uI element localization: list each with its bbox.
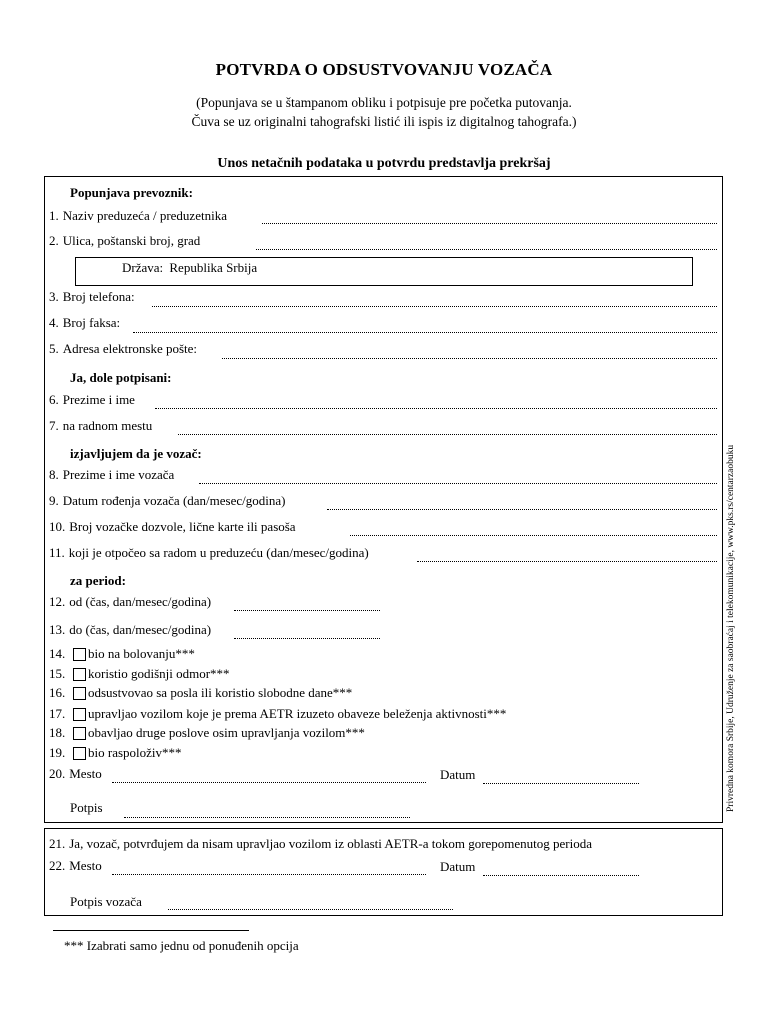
option-15-label: koristio godišnji odmor*** (88, 666, 230, 681)
field-12-label (49, 594, 211, 610)
option-14-label: bio na bolovanju*** (88, 646, 195, 661)
driver-date-label: Datum (440, 859, 476, 874)
warning-text: Unos netačnih podataka u potvrdu predstavlja prekršaj (217, 156, 551, 171)
field-number: 21. (49, 836, 66, 851)
driver-birthdate-field[interactable] (327, 509, 717, 510)
license-id-field[interactable] (350, 535, 717, 536)
driver-date-field[interactable] (483, 875, 639, 876)
period-from-field[interactable] (234, 610, 380, 611)
option-16-number: 16. (49, 685, 66, 700)
field-11-label (49, 545, 369, 561)
phone-field[interactable] (152, 306, 717, 307)
field-number: 6. (49, 392, 59, 407)
field-label: koji je otpočeo sa radom u preduzeću (dan/mesec/godina) (68, 545, 369, 560)
date-label: Datum (440, 767, 476, 782)
field-number: 1. (49, 208, 59, 223)
field-21-row (49, 836, 592, 852)
confirmation-statement: Ja, vozač, potvrđujem da nisam upravljao vozilom iz oblasti AETR-a tokom gorepomenutog perioda (69, 836, 593, 851)
field-label: Adresa elektronske pošte: (62, 341, 198, 356)
field-10-label (49, 519, 296, 535)
field-7-label (49, 418, 152, 434)
field-label: Datum rođenja vozača (dan/mesec/godina) (62, 493, 286, 508)
footnote: *** Izabrati samo jednu od ponuđenih opcija (64, 938, 299, 953)
field-22-label (49, 858, 102, 874)
company-name-field[interactable] (262, 223, 717, 224)
field-label: Ulica, poštanski broj, grad (62, 233, 201, 248)
field-label: Broj vozačke dozvole, lične karte ili pasoša (69, 519, 296, 534)
carrier-signature-field[interactable] (124, 817, 410, 818)
job-position-field[interactable] (178, 434, 717, 435)
field-number: 4. (49, 315, 59, 330)
signatory-heading: Ja, dole potpisani: (70, 370, 172, 385)
footnote-divider (53, 930, 249, 931)
field-13-label (49, 622, 211, 638)
option-16-checkbox[interactable] (73, 687, 86, 700)
field-number: 9. (49, 493, 59, 508)
option-19-number: 19. (49, 745, 66, 760)
option-15-number: 15. (49, 666, 66, 681)
field-number: 20. (49, 766, 66, 781)
driver-signature-label: Potpis vozača (70, 894, 142, 909)
fax-field[interactable] (133, 332, 717, 333)
field-number: 12. (49, 594, 66, 609)
option-17-label: upravljao vozilom koje je prema AETR izuzeto obaveze beleženja aktivnosti*** (88, 706, 507, 721)
field-label: Prezime i ime (62, 392, 135, 407)
field-5-label (49, 341, 197, 357)
subtitle-line-2: Čuva se uz originalni tahografski listić ili ispis iz digitalnog tahografa.) (191, 114, 577, 129)
field-6-label (49, 392, 135, 408)
field-number: 3. (49, 289, 59, 304)
period-heading: za period: (70, 573, 126, 588)
field-number: 7. (49, 418, 59, 433)
field-3-label (49, 289, 135, 305)
option-16-label: odsustvovao sa posla ili koristio slobodne dane*** (88, 685, 353, 700)
field-number: 22. (49, 858, 66, 873)
field-4-label (49, 315, 120, 331)
date-field[interactable] (483, 783, 639, 784)
option-18-label: obavljao druge poslove osim upravljanja vozilom*** (88, 725, 365, 740)
field-8-label (49, 467, 174, 483)
option-17-number: 17. (49, 706, 66, 721)
field-number: 5. (49, 341, 59, 356)
country-value: Republika Srbija (169, 260, 258, 275)
signatory-name-field[interactable] (155, 408, 717, 409)
field-2-label (49, 233, 200, 249)
option-18-checkbox[interactable] (73, 727, 86, 740)
email-field[interactable] (222, 358, 717, 359)
option-15-checkbox[interactable] (73, 668, 86, 681)
driver-signature-field[interactable] (168, 909, 453, 910)
option-19-checkbox[interactable] (73, 747, 86, 760)
field-label: Naziv preduzeća / preduzetnika (62, 208, 227, 223)
option-17-checkbox[interactable] (73, 708, 86, 721)
driver-name-field[interactable] (199, 483, 717, 484)
country-row (122, 260, 257, 276)
field-number: 8. (49, 467, 59, 482)
field-1-label (49, 208, 227, 224)
field-label: Broj faksa: (62, 315, 121, 330)
period-to-field[interactable] (234, 638, 380, 639)
place-label: Mesto (69, 858, 102, 873)
subtitle-line-1: (Popunjava se u štampanom obliku i potpisuje pre početka putovanja. (196, 95, 572, 110)
option-14-number: 14. (49, 646, 66, 661)
field-number: 13. (49, 622, 66, 637)
field-number: 11. (49, 545, 65, 560)
field-number: 2. (49, 233, 59, 248)
field-label: Prezime i ime vozača (62, 467, 175, 482)
field-label: do (čas, dan/mesec/godina) (69, 622, 212, 637)
field-number: 10. (49, 519, 66, 534)
driver-place-field[interactable] (112, 874, 426, 875)
signature-label: Potpis (70, 800, 103, 815)
carrier-heading: Popunjava prevoznik: (70, 185, 193, 200)
country-label: Država: (122, 260, 164, 275)
field-label: Broj telefona: (62, 289, 135, 304)
place-field[interactable] (112, 782, 426, 783)
field-20-label (49, 766, 102, 782)
field-label: na radnom mestu (62, 418, 153, 433)
option-14-checkbox[interactable] (73, 648, 86, 661)
document-title: POTVRDA O ODSUSTVOVANJU VOZAČA (215, 60, 553, 79)
employment-start-field[interactable] (417, 561, 717, 562)
driver-heading: izjavljujem da je vozač: (70, 446, 202, 461)
place-label: Mesto (69, 766, 102, 781)
side-note: Privredna komora Srbije, Udruženje za saobraćaj i telekomunikacije, www.pks.rs/centarzaobuku (726, 444, 736, 812)
address-field[interactable] (256, 249, 717, 250)
field-label: od (čas, dan/mesec/godina) (69, 594, 212, 609)
option-18-number: 18. (49, 725, 66, 740)
field-9-label (49, 493, 285, 509)
option-19-label: bio raspoloživ*** (88, 745, 182, 760)
